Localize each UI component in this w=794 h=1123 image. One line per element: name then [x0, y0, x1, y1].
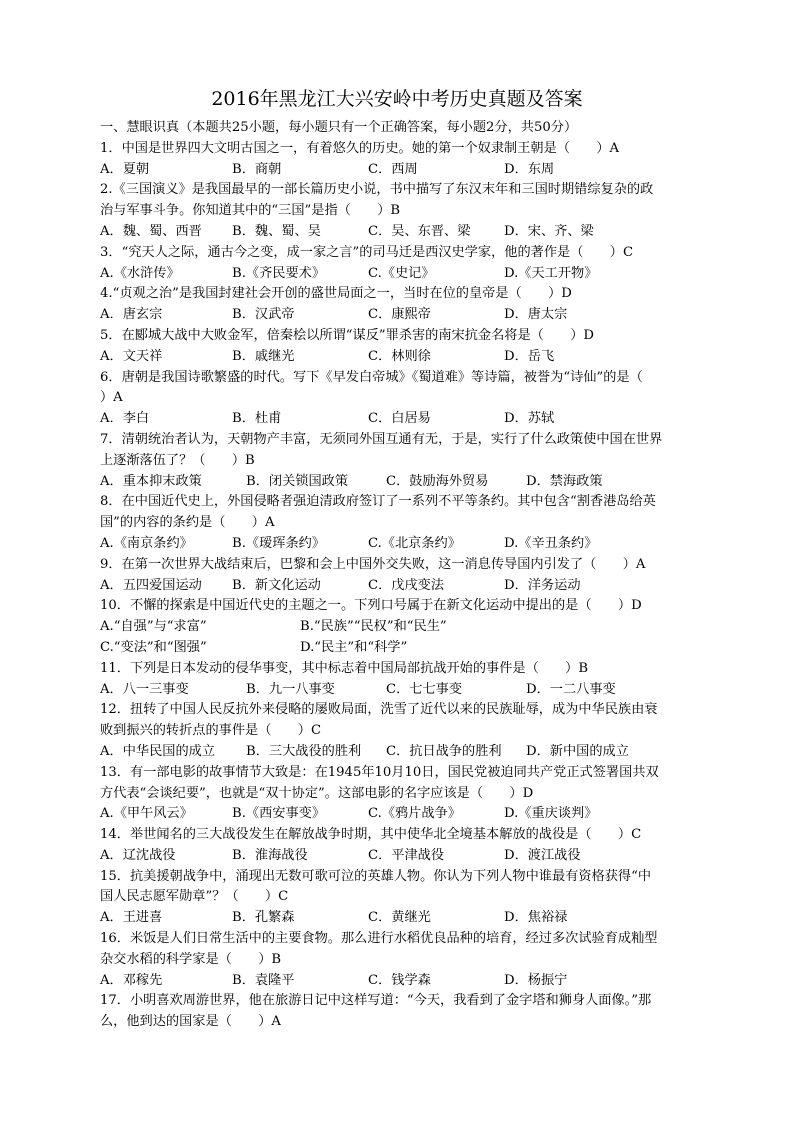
option-c: C.《北京条约》 [368, 535, 461, 551]
question [100, 368, 700, 430]
question [100, 284, 700, 326]
option-c: C.《史记》 [368, 265, 435, 281]
question-text: 10．不懈的探索是中国近代史的主题之一。下列口号属于在新文化运动中提出的是（ ）D [100, 598, 642, 614]
option-a: A．辽沈战役 [100, 847, 176, 863]
options-row [100, 576, 700, 597]
option-b: B．杜甫 [232, 411, 282, 427]
option-d: D．苏轼 [504, 411, 555, 427]
option-c: C．林则徐 [368, 348, 431, 364]
question-text: 4.“贞观之治”是我国封建社会开创的盛世局面之一，当时在位的皇帝是（ ）D [100, 286, 572, 302]
option-c: C．吴、东晋、梁 [368, 223, 471, 239]
question [100, 763, 700, 825]
option-b: B．三大战役的胜利 [246, 743, 362, 759]
option-d: D.《辛丑条约》 [504, 535, 598, 551]
option-d: D．新中国的成立 [526, 743, 629, 759]
option-b: B．魏、蜀、吴 [232, 223, 321, 239]
option-a: A.《水浒传》 [100, 265, 180, 281]
question-text: 14．举世闻名的三大战役发生在解放战争时期，其中使华北全境基本解放的战役是（ ）C [100, 827, 642, 843]
question [100, 243, 700, 285]
question-text: 败到振兴的转折点的事件是（ ）C [100, 723, 322, 739]
question [100, 555, 700, 597]
options-row [100, 472, 700, 493]
option-a: A．魏、蜀、西晋 [100, 223, 202, 239]
question-text: 16．米饭是人们日常生活中的主要食物。那么进行水稻优良品种的培育，经过多次试验育成籼型 [100, 931, 658, 947]
option-b: B．袁隆平 [232, 972, 295, 988]
question-text: 5．在郾城大战中大败金军，倍秦桧以所谓“谋反”罪杀害的南宋抗金名将是（ ）D [100, 327, 595, 343]
option-a: C.“变法”和“图强” [100, 639, 207, 655]
option-d: D．东周 [504, 161, 555, 177]
option-a: A.“自强”与“求富” [100, 619, 207, 635]
question-text: 13．有一部电影的故事情节大致是：在1945年10月10日，国民党被迫同共产党正式签署国共双 [100, 764, 659, 780]
option-a: A．王进喜 [100, 910, 163, 926]
option-a: A．五四爱国运动 [100, 577, 202, 593]
option-d: D．岳飞 [504, 348, 555, 364]
option-b: B.《西安事变》 [232, 806, 326, 822]
question-list [100, 139, 700, 1033]
question-text: 7．清朝统治者认为，天朝物产丰富，无须同外国互通有无，于是，实行了什么政策使中国在世界 [100, 431, 663, 447]
option-b: B．戚继光 [232, 348, 295, 364]
exam-content [100, 118, 700, 1033]
question [100, 991, 700, 1033]
question [100, 825, 700, 867]
option-a: A．李白 [100, 411, 150, 427]
section-heading: 一、慧眼识真（本题共25小题，每小题只有一个正确答案，每小题2分，共50分） [100, 120, 578, 135]
question-text: 15．抗美援朝战争中，涌现出无数可歌可泣的英雄人物。你认为下列人物中谁最有资格获得“中 [100, 868, 652, 884]
options-row [100, 638, 700, 659]
option-c: C．抗日战争的胜利 [386, 743, 502, 759]
question-text: 方代表“会谈纪要”，也就是“双十协定”。这部电影的名字应该是（ ）D [100, 785, 534, 801]
question [100, 180, 700, 242]
options-row [100, 305, 700, 326]
option-b: B.《齐民要术》 [232, 265, 326, 281]
option-b: B.“民族”“民权”和“民生” [300, 619, 447, 635]
question-text: 12．扭转了中国人民反抗外来侵略的屡败局面，洗雪了近代以来的民族耻辱，成为中华民族由衰 [100, 702, 658, 718]
option-c: C.《鸦片战争》 [368, 806, 461, 822]
options-row [100, 222, 700, 243]
question-text: 9．在第一次世界大战结束后，巴黎和会上中国外交失败，这一消息传导国内引发了（ ）A [100, 556, 646, 572]
options-row [100, 347, 700, 368]
question-text: 17．小明喜欢周游世界，他在旅游日记中这样写道：“今天，我看到了金字塔和狮身人面像。”那 [100, 993, 652, 1009]
question-text: 6．唐朝是我国诗歌繁盛的时代。写下《早发白帝城》《蜀道难》等诗篇，被誉为“诗仙”的是（ [100, 369, 643, 385]
question [100, 638, 700, 659]
option-c: C．白居易 [368, 411, 431, 427]
option-b: B．汉武帝 [232, 307, 295, 323]
option-b: B．新文化运动 [232, 577, 321, 593]
option-c: C．平津战役 [368, 847, 445, 863]
question [100, 492, 700, 554]
question-text: 国”的内容的条约是（ ）A [100, 515, 275, 531]
option-b: B．商朝 [232, 161, 282, 177]
option-a: A．夏朝 [100, 161, 150, 177]
options-row [100, 409, 700, 430]
option-a: A．邓稼先 [100, 972, 163, 988]
option-d: D．唐太宗 [504, 307, 568, 323]
option-a: A.《南京条约》 [100, 535, 193, 551]
question-text: 2.《三国演义》是我国最早的一部长篇历史小说，书中描写了东汉末年和三国时期错综复杂的政 [100, 182, 654, 198]
option-a: A．唐玄宗 [100, 307, 163, 323]
option-a: A．八一三事变 [100, 681, 189, 697]
question-text: 11．下列是日本发动的侵华事变，其中标志着中国局部抗战开始的事件是（ ）B [100, 660, 589, 676]
option-c: C．戊戌变法 [368, 577, 445, 593]
options-row [100, 680, 700, 701]
options-row [100, 160, 700, 181]
option-c: C．钱学森 [368, 972, 431, 988]
option-d: D．杨振宁 [504, 972, 568, 988]
options-row [100, 742, 700, 763]
question-text: 1．中国是世界四大文明古国之一，有着悠久的历史。她的第一个奴隶制王朝是（ ）A [100, 140, 620, 156]
option-d: D．渡江战役 [504, 847, 581, 863]
options-row [100, 264, 700, 285]
option-a: A．重本抑末政策 [100, 473, 202, 489]
question [100, 929, 700, 991]
options-row [100, 846, 700, 867]
question [100, 326, 700, 368]
option-a: A．文天祥 [100, 348, 163, 364]
question-text: 杂交水稻的科学家是（ ）B [100, 951, 282, 967]
options-row [100, 971, 700, 992]
option-b: B.《瑷珲条约》 [232, 535, 326, 551]
option-c: C．黄继光 [368, 910, 431, 926]
option-b: B．闭关锁国政策 [246, 473, 349, 489]
option-d: D.《重庆谈判》 [504, 806, 598, 822]
question [100, 430, 700, 492]
question [100, 867, 700, 929]
page-title: 2016年黑龙江大兴安岭中考历史真题及答案 [211, 88, 583, 110]
option-b: B．孔繁森 [232, 910, 295, 926]
options-row [100, 908, 700, 929]
options-row [100, 534, 700, 555]
option-b: D.“民主”和“科学” [300, 639, 408, 655]
options-row [100, 804, 700, 825]
option-d: D．禁海政策 [526, 473, 603, 489]
question [100, 659, 700, 701]
option-d: D.《天工开物》 [504, 265, 598, 281]
option-a: A.《甲午风云》 [100, 806, 193, 822]
option-c: C．鼓励海外贸易 [386, 473, 489, 489]
option-a: A．中华民国的成立 [100, 743, 216, 759]
option-b: B．九一八事变 [246, 681, 335, 697]
question [100, 596, 700, 638]
question-text: ）A [100, 390, 123, 406]
question [100, 700, 700, 762]
options-row [100, 617, 700, 638]
question-text: 3．“究天人之际，通古今之变，成一家之言”的司马迁是西汉史学家，他的著作是（ ）C [100, 244, 634, 260]
option-c: C．康熙帝 [368, 307, 431, 323]
question-text: 么，他到达的国家是（ ）A [100, 1014, 281, 1030]
option-b: B．淮海战役 [232, 847, 308, 863]
question-text: 国人民志愿军勋章”？（ ）C [100, 889, 289, 905]
option-d: D．焦裕禄 [504, 910, 568, 926]
option-d: D．洋务运动 [504, 577, 581, 593]
option-d: D．宋、齐、梁 [504, 223, 594, 239]
question-text: 8．在中国近代史上，外国侵略者强迫清政府签订了一系列不平等条约。其中包含“割香港岛给英 [100, 494, 656, 510]
question-text: 上逐渐落伍了？（ ）B [100, 452, 255, 468]
option-c: C．七七事变 [386, 681, 463, 697]
option-c: C．西周 [368, 161, 418, 177]
option-d: D．一二八事变 [526, 681, 616, 697]
question-text: 治与军事斗争。你知道其中的“三国”是指（ ）B [100, 203, 401, 219]
question [100, 139, 700, 181]
